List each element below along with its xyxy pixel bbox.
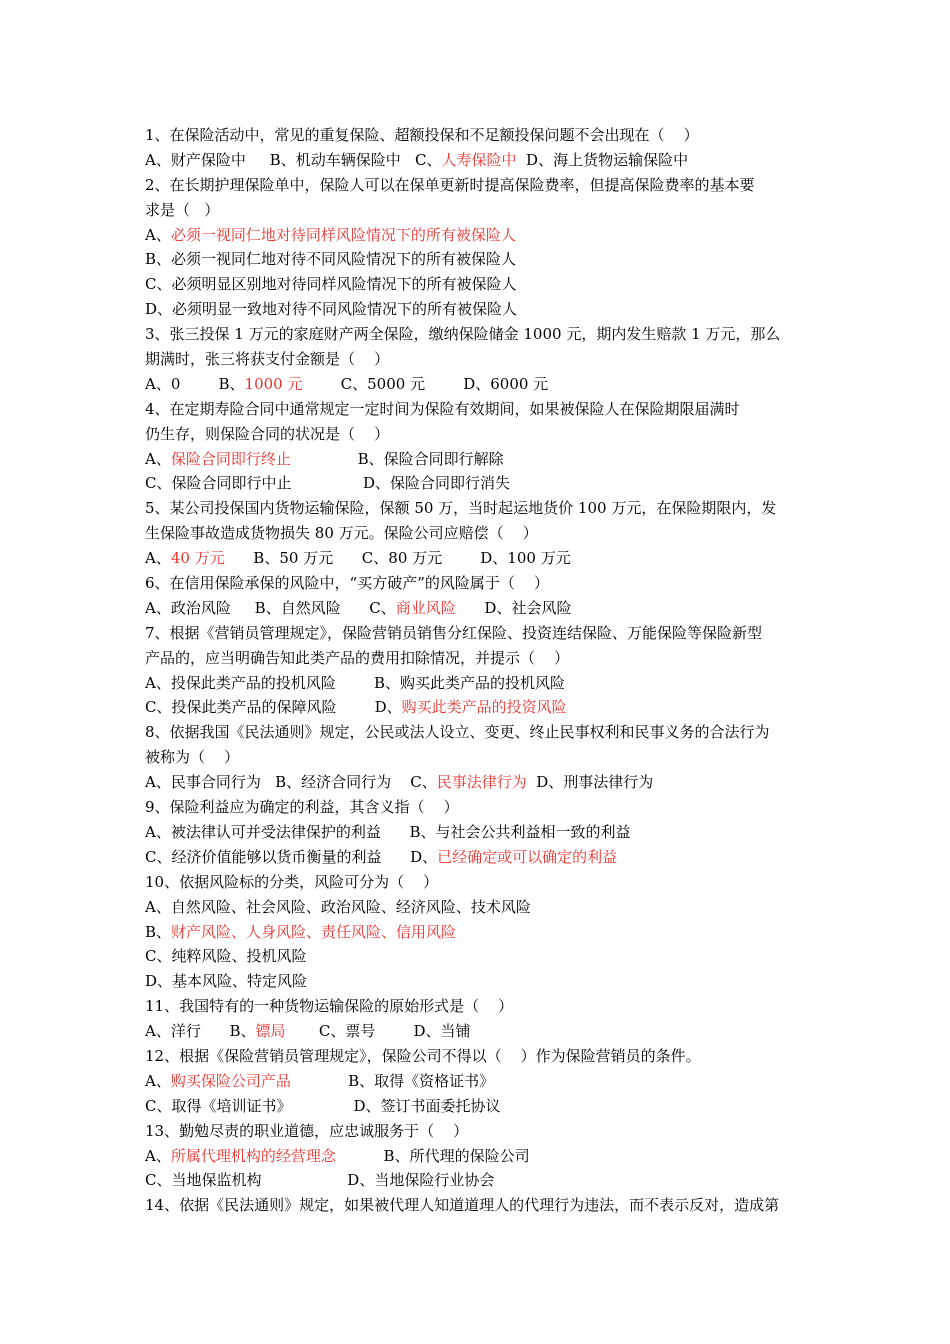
- text-line: [145, 671, 815, 696]
- answer-highlight: 保险合同即行终止: [170, 449, 291, 468]
- text-segment: 2、在长期护理保险单中，保险人可以在保单更新时提高保险费率，但提高保险费率的基本要: [145, 175, 755, 194]
- text-segment: B、: [145, 922, 172, 941]
- text-segment: C、保险合同即行中止 D、保险合同即行消失: [145, 474, 511, 493]
- text-line: [145, 1119, 815, 1144]
- text-segment: C、当地保监机构 D、当地保险行业协会: [145, 1171, 495, 1190]
- answer-highlight: 40 万元: [170, 549, 225, 568]
- text-line: [145, 123, 815, 148]
- text-segment: A、: [145, 1071, 171, 1090]
- text-segment: C、票号 D、当铺: [285, 1022, 471, 1041]
- text-segment: C、纯粹风险、投机风险: [145, 947, 307, 966]
- text-segment: D、海上货物运输保险中: [516, 150, 689, 169]
- answer-highlight: 民事法律行为: [436, 773, 527, 792]
- text-line: [145, 347, 815, 372]
- text-segment: 被称为（ ）: [145, 748, 240, 767]
- text-segment: 产品的，应当明确告知此类产品的费用扣除情况，并提示（ ）: [145, 648, 570, 667]
- text-line: [145, 247, 815, 272]
- text-line: [145, 895, 815, 920]
- text-segment: A、: [145, 549, 171, 568]
- answer-highlight: 必须一视同仁地对待同样风险情况下的所有被保险人: [170, 225, 516, 244]
- question-list: [145, 123, 815, 1218]
- text-line: [145, 770, 815, 795]
- text-line: [145, 322, 815, 347]
- text-segment: C、经济价值能够以货币衡量的利益 D、: [145, 847, 438, 866]
- text-line: [145, 422, 815, 447]
- text-segment: B、50 万元 C、80 万元 D、100 万元: [224, 549, 571, 568]
- text-line: [145, 695, 815, 720]
- text-segment: 14、依据《民法通则》规定，如果被代理人知道道理人的代理行为违法，而不表示反对，造成第: [145, 1196, 780, 1215]
- text-segment: 12、根据《保险营销员管理规定》，保险公司不得以（ ）作为保险营销员的条件。: [145, 1046, 701, 1065]
- text-segment: A、财产保险中 B、机动车辆保险中 C、: [145, 150, 442, 169]
- text-segment: 1、在保险活动中，常见的重复保险、超额投保和不足额投保问题不会出现在（ ）: [145, 126, 699, 144]
- text-line: [145, 920, 815, 945]
- text-line: [145, 1069, 815, 1094]
- text-segment: A、: [145, 225, 171, 244]
- text-segment: A、自然风险、社会风险、政治风险、经济风险、技术风险: [145, 897, 531, 916]
- text-line: [145, 447, 815, 472]
- text-line: [145, 944, 815, 969]
- text-line: [145, 173, 815, 198]
- text-segment: A、: [145, 449, 171, 468]
- text-line: [145, 621, 815, 646]
- text-line: [145, 496, 815, 521]
- answer-highlight: 人寿保险中: [441, 150, 517, 169]
- text-line: [145, 571, 815, 596]
- text-segment: B、取得《资格证书》: [290, 1071, 495, 1090]
- answer-highlight: 购买保险公司产品: [170, 1071, 291, 1090]
- text-line: [145, 198, 815, 223]
- text-segment: A、: [145, 1146, 171, 1165]
- text-line: [145, 820, 815, 845]
- text-line: [145, 994, 815, 1019]
- text-line: [145, 397, 815, 422]
- text-line: [145, 745, 815, 770]
- text-segment: 期满时，张三将获支付金额是（ ）: [145, 350, 390, 369]
- answer-highlight: 购买此类产品的投资风险: [401, 698, 567, 717]
- text-segment: A、洋行 B、: [145, 1022, 256, 1041]
- text-segment: 7、根据《营销员管理规定》，保险营销员销售分红保险、投资连结保险、万能保险等保险新型: [145, 623, 763, 642]
- text-line: [145, 272, 815, 297]
- answer-highlight: 镖局: [255, 1022, 286, 1041]
- text-line: [145, 223, 815, 248]
- text-segment: B、保险合同即行解除: [290, 449, 504, 468]
- text-segment: 11、我国特有的一种货物运输保险的原始形式是（ ）: [145, 997, 514, 1016]
- text-segment: 10、依据风险标的分类，风险可分为（ ）: [145, 872, 439, 891]
- text-line: [145, 969, 815, 994]
- answer-highlight: 财产风险、人身风险、责任风险、信用风险: [171, 922, 457, 941]
- text-segment: 仍生存，则保险合同的状况是（ ）: [145, 424, 390, 443]
- text-segment: C、取得《培训证书》 D、签订书面委托协议: [145, 1096, 501, 1115]
- text-segment: 4、在定期寿险合同中通常规定一定时间为保险有效期间，如果被保险人在保险期限届满时: [145, 399, 740, 418]
- text-segment: C、投保此类产品的保障风险 D、: [145, 698, 402, 717]
- text-segment: D、刑事法律行为: [526, 773, 654, 792]
- text-segment: A、民事合同行为 B、经济合同行为 C、: [145, 773, 437, 792]
- text-line: [145, 1144, 815, 1169]
- text-line: [145, 646, 815, 671]
- text-segment: D、基本风险、特定风险: [145, 972, 308, 991]
- text-segment: A、被法律认可并受法律保护的利益 B、与社会公共利益相一致的利益: [145, 822, 631, 841]
- text-segment: B、必须一视同仁地对待不同风险情况下的所有被保险人: [145, 250, 517, 269]
- text-segment: B、所代理的保险公司: [335, 1146, 530, 1165]
- text-segment: 9、保险利益应为确定的利益，其含义指（ ）: [145, 798, 459, 817]
- text-line: [145, 720, 815, 745]
- text-line: [145, 1044, 815, 1069]
- text-line: [145, 372, 815, 397]
- text-line: [145, 1168, 815, 1193]
- text-line: [145, 795, 815, 820]
- text-segment: D、社会风险: [455, 598, 572, 617]
- answer-highlight: 1000 元: [244, 374, 303, 393]
- text-line: [145, 521, 815, 546]
- text-line: [145, 1094, 815, 1119]
- text-segment: 生保险事故造成货物损失 80 万元。保险公司应赔偿（ ）: [145, 524, 538, 543]
- text-line: [145, 596, 815, 621]
- answer-highlight: 所属代理机构的经营理念: [170, 1146, 336, 1165]
- text-line: [145, 297, 815, 322]
- text-segment: A、0 B、: [145, 374, 245, 393]
- text-line: [145, 471, 815, 496]
- answer-highlight: 商业风险: [395, 598, 456, 617]
- text-segment: 3、张三投保 1 万元的家庭财产两全保险，缴纳保险储金 1000 元，期内发生赔款 1 万元，那么: [145, 325, 781, 344]
- text-segment: C、5000 元 D、6000 元: [302, 374, 549, 393]
- text-segment: A、投保此类产品的投机风险 B、购买此类产品的投机风险: [145, 673, 566, 692]
- text-segment: A、政治风险 B、自然风险 C、: [145, 598, 396, 617]
- text-line: [145, 845, 815, 870]
- text-segment: 5、某公司投保国内货物运输保险，保额 50 万，当时起运地货价 100 万元，在保险期限内，发: [145, 499, 777, 518]
- text-line: [145, 546, 815, 571]
- text-segment: 求是（ ）: [145, 200, 220, 219]
- text-segment: 8、依据我国《民法通则》规定，公民或法人设立、变更、终止民事权利和民事义务的合法行为: [145, 723, 770, 742]
- text-line: [145, 148, 815, 173]
- text-line: [145, 1019, 815, 1044]
- text-segment: D、必须明显一致地对待不同风险情况下的所有被保险人: [145, 300, 518, 319]
- text-segment: 13、勤勉尽责的职业道德，应忠诚服务于（ ）: [145, 1121, 469, 1140]
- text-segment: 6、在信用保险承保的风险中，“买方破产”的风险属于（ ）: [145, 574, 549, 593]
- answer-highlight: 已经确定或可以确定的利益: [437, 847, 618, 866]
- text-line: [145, 870, 815, 895]
- text-segment: C、必须明显区别地对待同样风险情况下的所有被保险人: [145, 275, 517, 294]
- text-line: [145, 1193, 815, 1218]
